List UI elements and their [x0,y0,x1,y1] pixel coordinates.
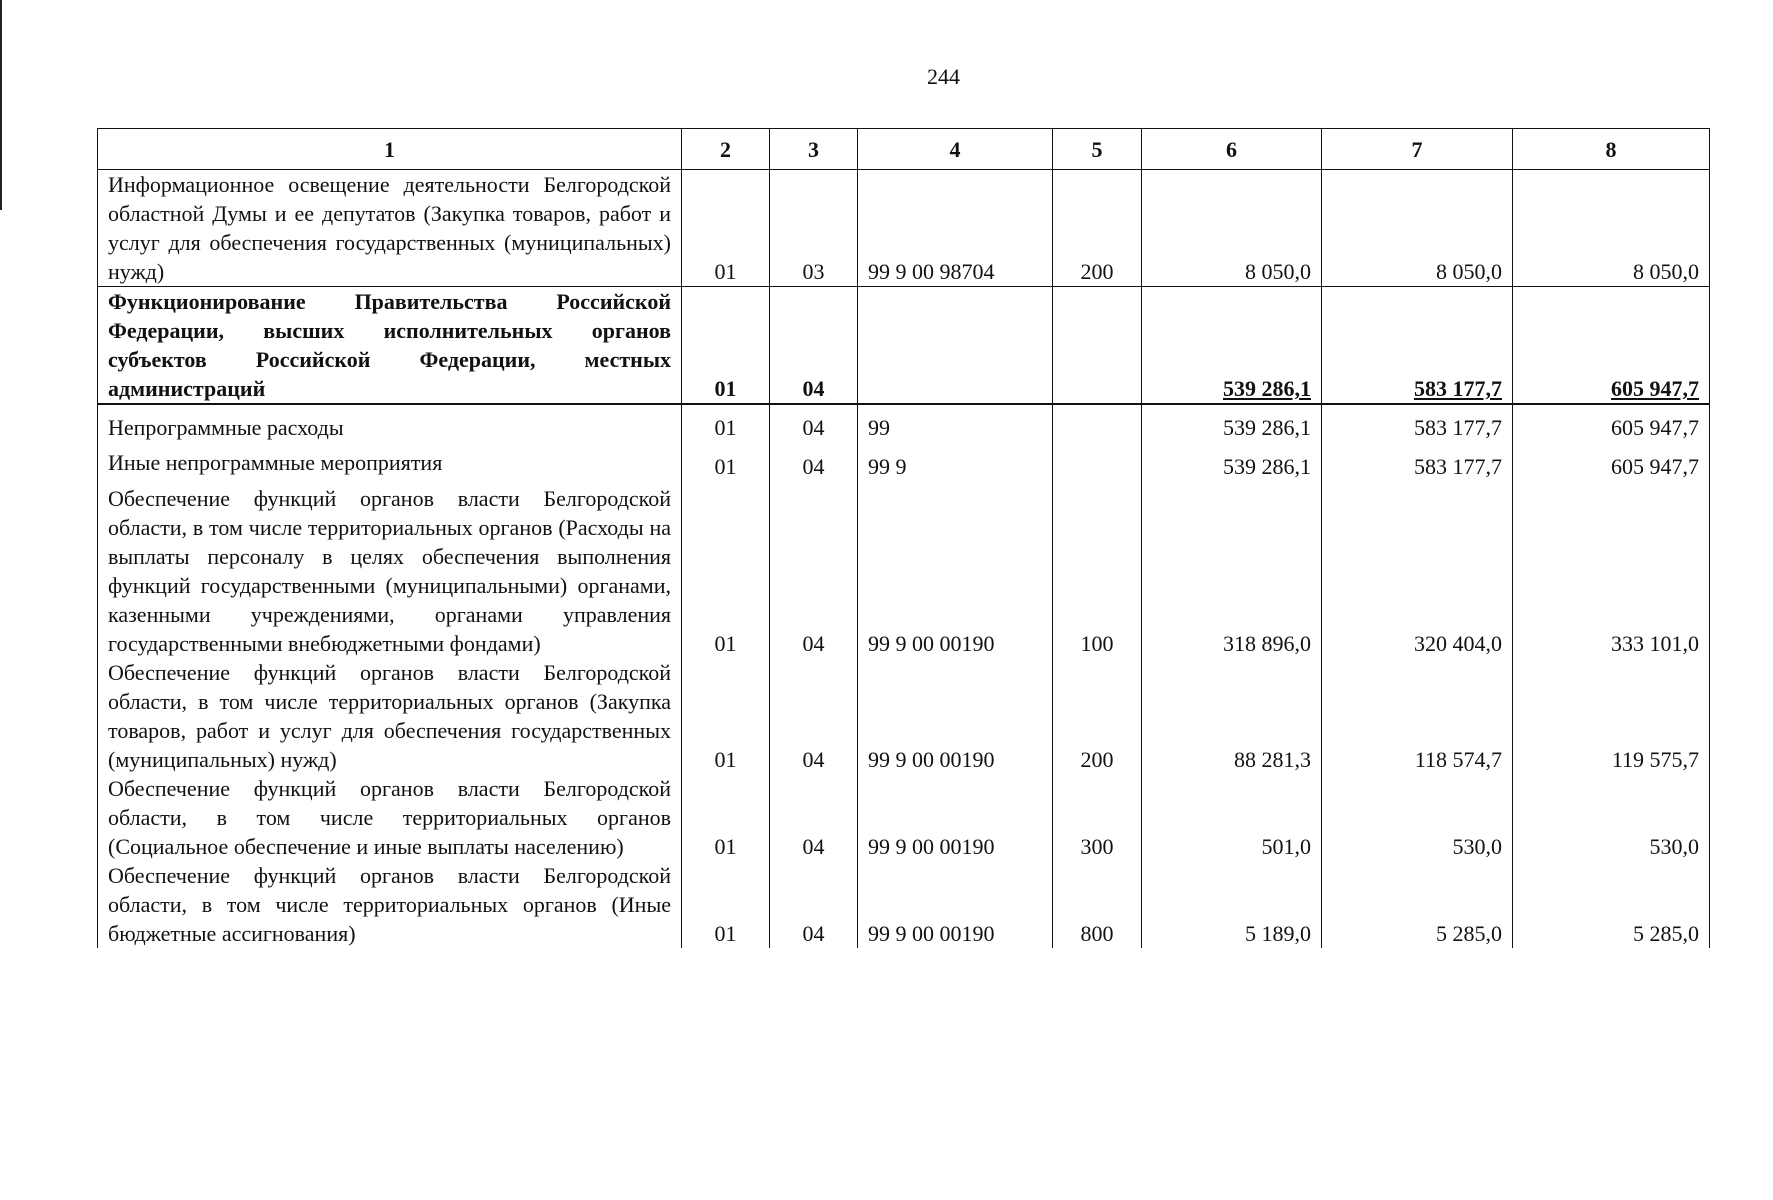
amount-col7: 583 177,7 [1322,448,1513,484]
amount-col7: 530,0 [1322,774,1513,861]
table-row [98,404,1710,448]
expense-type-code [1053,448,1142,484]
amount-col8: 605 947,7 [1513,448,1710,484]
amount-col8: 5 285,0 [1513,861,1710,948]
amount-col8: 333 101,0 [1513,484,1710,658]
expense-type-code: 800 [1053,861,1142,948]
amount-col6: 88 281,3 [1142,658,1322,774]
amount-col7: 583 177,7 [1322,404,1513,448]
amount-col6: 501,0 [1142,774,1322,861]
table-row [98,658,1710,774]
expense-type-code [1053,404,1142,448]
section-code: 01 [682,404,770,448]
row-name: Иные непрограммные мероприятия [98,448,682,484]
row-name: Непрограммные расходы [98,404,682,448]
amount-col6: 8 050,0 [1142,170,1322,287]
row-name: Обеспечение функций органов власти Белгородской области, в том числе территориальных органов (Закупка товаров, работ и услуг для обеспечения государственных (муниципальных) нужд) [98,658,682,774]
column-header: 8 [1513,129,1710,170]
table-row [98,774,1710,861]
section-code: 01 [682,774,770,861]
amount-col6: 539 286,1 [1142,448,1322,484]
expense-type-code: 300 [1053,774,1142,861]
column-header: 6 [1142,129,1322,170]
expense-type-code: 100 [1053,484,1142,658]
column-header: 2 [682,129,770,170]
row-name: Обеспечение функций органов власти Белгородской области, в том числе территориальных органов (Социальное обеспечение и иные выплаты населению) [98,774,682,861]
target-article-code [858,287,1053,405]
subsection-code: 04 [770,287,858,405]
target-article-code: 99 9 00 00190 [858,658,1053,774]
subsection-code: 04 [770,658,858,774]
amount-col7: 118 574,7 [1322,658,1513,774]
table-row-section [98,287,1710,405]
expense-type-code: 200 [1053,658,1142,774]
subsection-code: 03 [770,170,858,287]
amount-col7: 583 177,7 [1322,287,1513,405]
amount-col7: 320 404,0 [1322,484,1513,658]
subsection-code: 04 [770,484,858,658]
amount-col7: 8 050,0 [1322,170,1513,287]
section-code: 01 [682,861,770,948]
left-margin-rule [0,0,2,210]
row-name: Информационное освещение деятельности Белгородской областной Думы и ее депутатов (Закупка товаров, работ и услуг для обеспечения государственных (муниципальных) нужд) [98,170,682,287]
column-header: 5 [1053,129,1142,170]
section-code: 01 [682,484,770,658]
amount-col7: 5 285,0 [1322,861,1513,948]
expense-type-code [1053,287,1142,405]
section-code: 01 [682,658,770,774]
column-header: 4 [858,129,1053,170]
target-article-code: 99 9 00 00190 [858,774,1053,861]
row-name: Функционирование Правительства Российской Федерации, высших исполнительных органов субъектов Российской Федерации, местных администраций [98,287,682,405]
budget-table [97,128,1710,948]
table-row [98,170,1710,287]
amount-col8: 530,0 [1513,774,1710,861]
target-article-code: 99 9 00 00190 [858,484,1053,658]
row-name: Обеспечение функций органов власти Белгородской области, в том числе территориальных органов (Иные бюджетные ассигнования) [98,861,682,948]
target-article-code: 99 [858,404,1053,448]
subsection-code: 04 [770,774,858,861]
header-row [98,129,1710,170]
amount-col8: 119 575,7 [1513,658,1710,774]
column-header: 7 [1322,129,1513,170]
expense-type-code: 200 [1053,170,1142,287]
page-number: 244 [927,64,960,89]
amount-col6: 539 286,1 [1142,404,1322,448]
section-code: 01 [682,170,770,287]
target-article-code: 99 9 00 00190 [858,861,1053,948]
target-article-code: 99 9 [858,448,1053,484]
table-row [98,484,1710,658]
subsection-code: 04 [770,448,858,484]
amount-col6: 318 896,0 [1142,484,1322,658]
section-code: 01 [682,287,770,405]
row-name: Обеспечение функций органов власти Белгородской области, в том числе территориальных органов (Расходы на выплаты персоналу в целях обеспечения выполнения функций государственными (муниципальными) органами, казенными учреждениями, органами управления государственными внебюджетными фондами) [98,484,682,658]
amount-col8: 605 947,7 [1513,287,1710,405]
subsection-code: 04 [770,404,858,448]
column-header: 3 [770,129,858,170]
column-header: 1 [98,129,682,170]
subsection-code: 04 [770,861,858,948]
amount-col8: 605 947,7 [1513,404,1710,448]
amount-col6: 539 286,1 [1142,287,1322,405]
target-article-code: 99 9 00 98704 [858,170,1053,287]
section-code: 01 [682,448,770,484]
amount-col6: 5 189,0 [1142,861,1322,948]
amount-col8: 8 050,0 [1513,170,1710,287]
table-row [98,448,1710,484]
table-row [98,861,1710,948]
